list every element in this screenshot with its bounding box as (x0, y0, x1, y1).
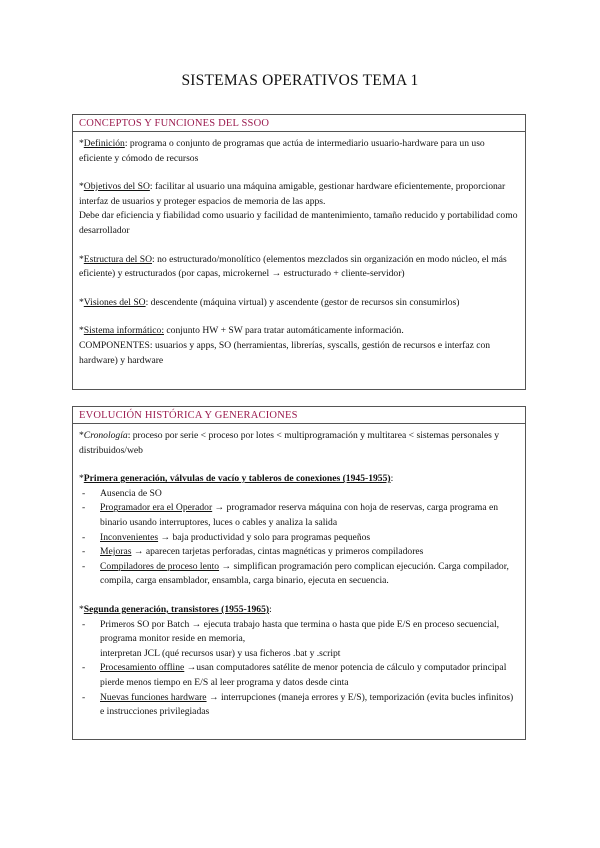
gen2-title: Segunda generación, transistores (1955-1965) (83, 603, 270, 615)
gen1-list (79, 487, 519, 589)
objetivos-label: Objetivos del SO (83, 181, 150, 193)
estructura-label: Estructura del SO (83, 253, 153, 265)
item-text: → aparecen tarjetas perforadas, cintas magnéticas y primeros compiladores (131, 546, 424, 558)
visiones-label: Visiones del SO (83, 296, 146, 308)
list-item (79, 487, 519, 502)
sistema-paragraph: *Sistema informático: conjunto HW + SW para tratar automáticamente información. COMPONENTES: usuarios y apps, SO (herramientas, librerías, syscalls, gestión de recursos e interfaz con hardware) y hardware (79, 325, 491, 366)
item-label: Mejoras (100, 546, 132, 558)
section-conceptos (72, 114, 526, 390)
estructura-paragraph: *Estructura del SO: no estructurado/monolítico (elementos mezclados sin organización en modo núcleo, el más eficiente) y estructurados (por capas, microkernel → estructurado + cliente-servidor) (79, 253, 507, 280)
item-label: Nuevas funciones hardware (100, 691, 207, 703)
item-label: Procesamiento offline (100, 662, 185, 674)
list-item (79, 545, 519, 560)
gen2-title-line: *Segunda generación, transistores (1955-1965): (79, 603, 272, 615)
item-text: → interrupciones (maneja errores y E/S), temporización (evita bucles infinitos) e instrucciones privilegiadas (100, 691, 514, 718)
sistema-text: conjunto HW + SW para tratar automáticamente información. (164, 325, 404, 337)
section-evolucion (72, 406, 526, 740)
list-item (79, 691, 519, 720)
item-text: Ausencia de SO (100, 487, 162, 499)
gen1-title: Primera generación, válvulas de vacío y tableros de conexiones (1945-1955) (83, 473, 391, 485)
section-body (73, 132, 525, 372)
definicion-text: : programa o conjunto de programas que actúa de intermediario usuario-hardware para un uso eficiente y cómodo de recursos (79, 138, 485, 164)
cronologia-paragraph: *Cronología: proceso por serie < proceso por lotes < multiprogramación y multitarea < sistemas personales y distribuidos/web (79, 430, 500, 456)
list-item (79, 531, 519, 546)
definicion-paragraph: *Definición: programa o conjunto de programas que actúa de intermediario usuario-hardware para un uso eficiente y cómodo de recursos (79, 138, 485, 164)
list-item (79, 661, 519, 690)
list-item (79, 618, 519, 662)
objetivos-paragraph: *Objetivos del SO: facilitar al usuario una máquina amigable, gestionar hardware eficientemente, proporcionar interfaz de usuarios y proteger espacios de memoria de las apps. Debe dar eficiencia y fiabilidad como usuario y facilidad de mantenimiento, tamaño reducido y portabilidad como desarrollador (79, 181, 518, 236)
item-text: Primeros SO por Batch → ejecuta trabajo hasta que termina o hasta que pide E/S en proceso secuencial, programa monitor reside en memoria, (100, 618, 500, 645)
item-text: → programador reserva máquina con hoja de reservas, carga programa en binario usando interruptores, luces o cables y analiza la salida (100, 502, 499, 528)
section-heading: EVOLUCIÓN HISTÓRICA Y GENERACIONES (73, 407, 525, 424)
objetivos-text: : facilitar al usuario una máquina amigable, gestionar hardware eficientemente, proporcionar interfaz de usuarios y proteger espacios de memoria de las apps. (79, 181, 506, 207)
visiones-paragraph: *Visiones del SO: descendente (máquina virtual) y ascendente (gestor de recursos sin consumirlos) (79, 296, 460, 308)
gen1-title-line: *Primera generación, válvulas de vacío y tableros de conexiones (1945-1955): (79, 473, 394, 485)
item-label: Programador era el Operador (100, 502, 213, 514)
cronologia-text: : proceso por serie < proceso por lotes < multiprogramación y multitarea < sistemas personales y distribuidos/web (79, 430, 500, 456)
sistema-text-2: COMPONENTES: usuarios y apps, SO (herramientas, librerías, syscalls, gestión de recursos e interfaz con hardware) y hardware (79, 339, 491, 366)
cronologia-label: Cronología (83, 430, 128, 441)
item-text: → simplifican programación pero complican ejecución. Carga compilador, compila, carga ensamblador, ensambla, carga binario, ejecuta en secuencia. (100, 560, 509, 587)
definicion-label: Definición (83, 138, 125, 149)
item-text-2: interpretan JCL (qué recursos usar) y usa ficheros .bat y .script (100, 647, 341, 659)
visiones-text: : descendente (máquina virtual) y ascendente (gestor de recursos sin consumirlos) (145, 296, 460, 308)
list-item (79, 501, 519, 530)
gen2-list (79, 618, 519, 720)
section-heading: CONCEPTOS Y FUNCIONES DEL SSOO (73, 115, 525, 132)
section-body (73, 424, 525, 724)
objetivos-text-2: Debe dar eficiencia y fiabilidad como usuario y facilidad de mantenimiento, tamaño reducido y portabilidad como desarrollador (79, 210, 518, 236)
estructura-text: : no estructurado/monolítico (elementos mezclados sin organización en modo núcleo, el más eficiente) y estructurados (por capas, microkernel → estructurado + cliente-servidor) (79, 253, 507, 280)
page-title: SISTEMAS OPERATIVOS TEMA 1 (181, 72, 419, 89)
gen1-block (79, 472, 519, 589)
item-label: Inconvenientes (100, 531, 159, 543)
item-label: Compiladores de proceso lento (100, 560, 220, 572)
item-text: → baja productividad y solo para programas pequeños (158, 531, 371, 543)
list-item (79, 560, 519, 589)
sistema-label: Sistema informático: (83, 325, 164, 337)
item-text: →usan computadores satélite de menor potencia de cálculo y computador principal pierde menos tiempo en E/S al leer programa y datos desde cinta (100, 662, 507, 688)
gen2-block (79, 603, 519, 720)
